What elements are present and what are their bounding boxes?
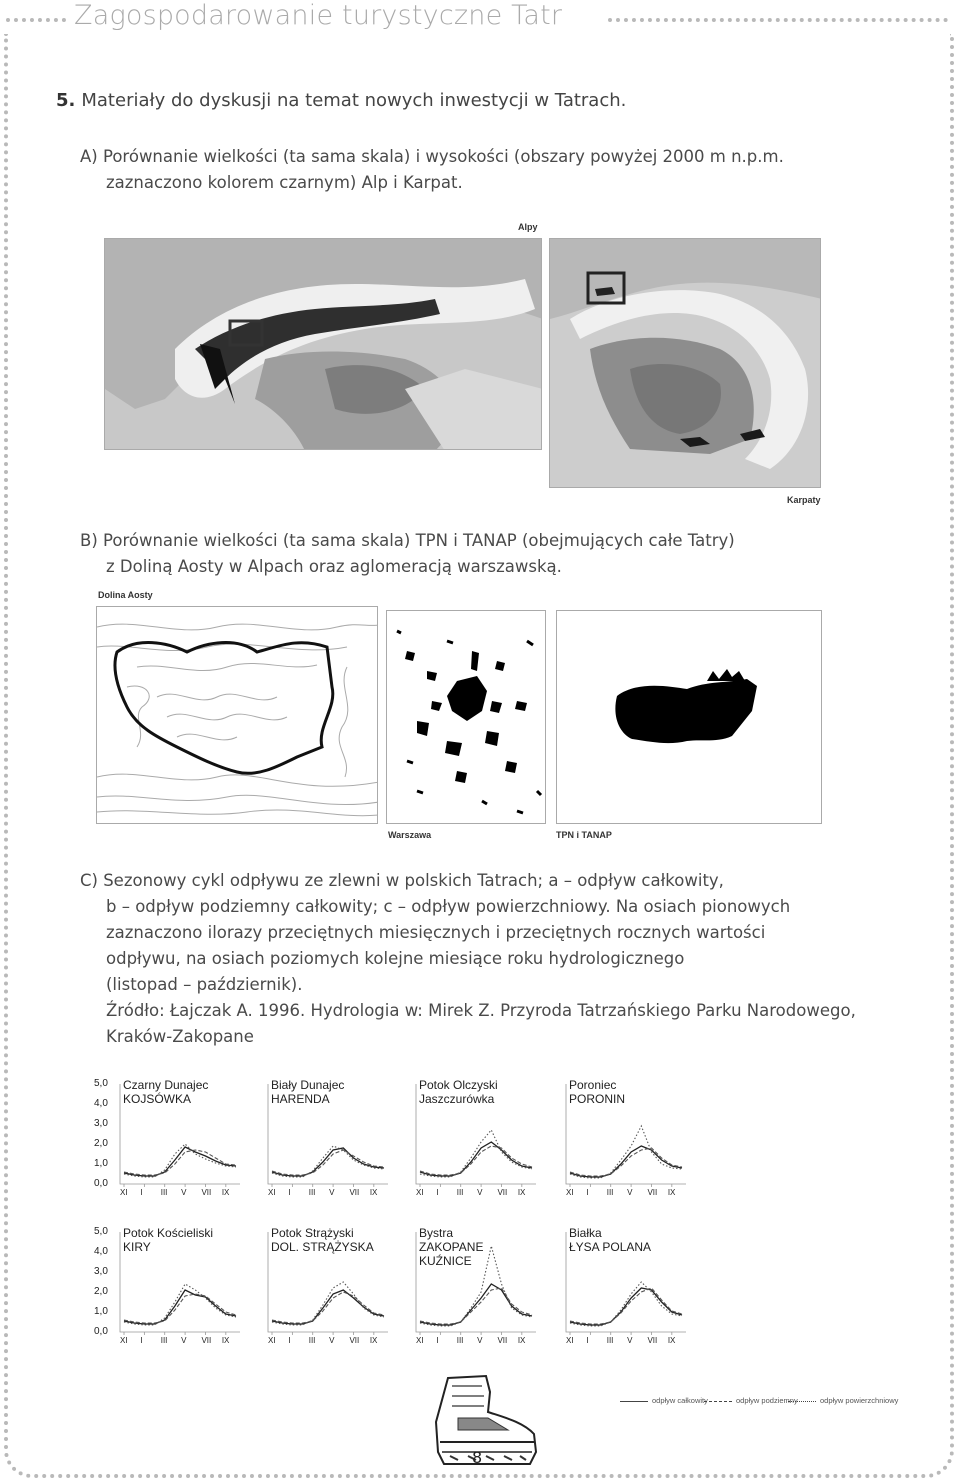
y-tick-label: 2,0 [94,1286,108,1297]
x-tick-label: IX [667,1188,676,1197]
series-line-surface [272,1282,384,1325]
x-tick-label: I [586,1188,589,1197]
series-line-underground [272,1150,384,1175]
legend-label-surface: odpływ powierzchniowy [820,1396,899,1405]
runoff-chart-panel [118,1076,246,1206]
chart-title-line: DOL. STRĄŻYSKA [271,1240,374,1254]
x-tick-label: V [477,1336,483,1345]
source-line-1: Źródło: Łajczak A. 1996. Hydrologia w: Mirek Z. Przyroda Tatrzańskiego Parku Narodowego, [106,1001,856,1020]
chart-title-line: Biały Dunajec [271,1078,345,1092]
x-tick-label: III [456,1336,464,1345]
x-tick-label: III [160,1336,168,1345]
chart-title-line: KOJSÓWKA [123,1092,192,1106]
x-tick-label: XI [566,1188,574,1197]
alps-relief-image [105,239,542,450]
chart-title-line: ŁYSA POLANA [569,1240,652,1254]
header-dotted-rule-left [6,18,66,22]
chart-title-line: KUŹNICE [419,1254,472,1268]
chart-panel-title [123,1226,213,1254]
chart-title-line: ZAKOPANE [419,1240,484,1254]
x-tick-label: V [329,1336,335,1345]
runoff-chart-panel [118,1224,246,1354]
aosta-valley-map [96,606,378,824]
x-tick-label: V [477,1188,483,1197]
x-tick-label: XI [268,1188,276,1197]
x-tick-label: III [606,1336,614,1345]
x-tick-label: VII [201,1188,212,1197]
source-line-2: Kraków-Zakopane [106,1027,254,1046]
x-tick-label: VII [497,1188,508,1197]
runoff-chart-panel [266,1224,394,1354]
y-tick-label: 1,0 [94,1158,108,1169]
tpn-tanap-map [556,610,822,824]
part-a-line-1: A) Porównanie wielkości (ta sama skala) i wysokości (obszary powyżej 2000 m n.p.m. [80,147,784,166]
chart-title-line: Białka [569,1226,602,1240]
chart-panel-title [419,1078,498,1106]
y-tick-label: 3,0 [94,1266,108,1277]
y-tick-label: 2,0 [94,1138,108,1149]
x-tick-label: I [586,1336,589,1345]
x-tick-label: III [606,1188,614,1197]
x-tick-label: I [436,1336,439,1345]
page-number: 8 [472,1448,483,1467]
x-tick-label: IX [221,1188,230,1197]
y-tick-label: 0,0 [94,1326,108,1337]
series-line-surface [570,1126,682,1178]
aosta-contour-image [97,607,378,824]
chart-panel-title [569,1078,625,1106]
chart-panel-title [569,1226,651,1254]
x-tick-label: III [456,1188,464,1197]
series-line-total [420,1142,532,1176]
part-c-line-2: b – odpływ podziemny całkowity; c – odpływ powierzchniowy. Na osiach pionowych [106,897,791,916]
label-carpathians: Karpaty [787,495,821,505]
y-tick-label: 0,0 [94,1178,108,1189]
x-tick-label: V [181,1188,187,1197]
x-tick-label: III [308,1188,316,1197]
part-c-line-5: (listopad – październik). [106,975,303,994]
carpathians-relief-image [550,239,821,488]
part-c-line-1: C) Sezonowy cykl odpływu ze zlewni w polskich Tatrach; a – odpływ całkowity, [80,871,724,890]
legend-label-underground: odpływ podziemny [736,1396,798,1405]
x-tick-label: XI [566,1336,574,1345]
legend-line-total [620,1401,648,1402]
y-tick-label: 5,0 [94,1078,108,1089]
chart-title-line: KIRY [123,1240,151,1254]
x-tick-label: III [160,1188,168,1197]
chart-title-line: PORONIN [569,1092,626,1106]
chart-panel-title [271,1226,374,1254]
chart-title-line: Bystra [419,1226,454,1240]
part-c-line-4: odpływu, na osiach poziomych kolejne miesiące roku hydrologicznego [106,949,685,968]
x-tick-label: XI [416,1188,424,1197]
series-line-surface [272,1146,384,1177]
legend-line-surface [788,1401,816,1402]
label-alps: Alpy [518,222,538,232]
x-tick-label: XI [120,1188,128,1197]
x-tick-label: I [140,1188,143,1197]
series-line-underground [420,1146,532,1175]
x-tick-label: XI [268,1336,276,1345]
x-tick-label: VII [647,1188,658,1197]
x-tick-label: VII [497,1336,508,1345]
x-tick-label: I [288,1188,291,1197]
label-warsaw: Warszawa [388,830,432,840]
section-title: Materiały do dyskusji na temat nowych inwestycji w Tatrach. [81,90,627,111]
chart-title-line: Jaszczurówka [419,1092,495,1106]
section-number: 5. [56,90,76,111]
series-line-total [272,1290,384,1324]
runoff-chart-panel [414,1224,542,1354]
runoff-chart-panel [564,1076,692,1206]
page-header-title: Zagospodarowanie turystyczne Tatr [74,0,563,31]
chart-title-line: HARENDA [271,1092,330,1106]
part-c-line-3: zaznaczono ilorazy przeciętnych miesięcznych i przeciętnych rocznych wartości [106,923,766,942]
tatra-park-area-image [557,611,822,824]
series-line-underground [420,1288,532,1324]
chart-panel-title [271,1078,344,1106]
carpathians-map [549,238,821,488]
series-line-surface [420,1130,532,1177]
y-tick-label: 5,0 [94,1226,108,1237]
y-tick-label: 4,0 [94,1098,108,1109]
chart-panel-title [419,1226,483,1268]
x-tick-label: VII [349,1336,360,1345]
part-a-line-2: zaznaczono kolorem czarnym) Alp i Karpat. [106,173,463,192]
x-tick-label: V [329,1188,335,1197]
x-tick-label: XI [120,1336,128,1345]
x-tick-label: VII [647,1336,658,1345]
x-tick-label: I [140,1336,143,1345]
x-tick-label: IX [667,1336,676,1345]
y-tick-label: 1,0 [94,1306,108,1317]
runoff-chart-panel [266,1076,394,1206]
part-b-line-2: z Doliną Aosty w Alpach oraz aglomeracją warszawską. [106,557,562,576]
chart-title-line: Potok Kościeliski [123,1226,214,1240]
series-line-surface [124,1284,236,1325]
x-tick-label: IX [369,1336,378,1345]
chart-title-line: Czarny Dunajec [123,1078,209,1092]
x-tick-label: V [627,1188,633,1197]
warsaw-urban-area-image [387,611,546,824]
header-dotted-rule-right [608,18,948,22]
x-tick-label: III [308,1336,316,1345]
hiking-boot-icon [428,1372,540,1472]
part-b-line-1: B) Porównanie wielkości (ta sama skala) TPN i TANAP (obejmujących całe Tatry) [80,531,735,550]
series-line-total [124,1147,236,1176]
legend-label-total: odpływ całkowity [652,1396,708,1405]
label-aosta-valley: Dolina Aosty [98,590,153,600]
x-tick-label: VII [349,1188,360,1197]
runoff-chart-panel [414,1076,542,1206]
y-tick-label: 4,0 [94,1246,108,1257]
x-tick-label: V [181,1336,187,1345]
series-line-total [420,1284,532,1325]
x-tick-label: IX [369,1188,378,1197]
section-heading [56,90,626,111]
x-tick-label: VII [201,1336,212,1345]
chart-title-line: Potok Olczyski [419,1078,498,1092]
chart-title-line: Potok Strążyski [271,1226,354,1240]
x-tick-label: IX [221,1336,230,1345]
x-tick-label: I [288,1336,291,1345]
x-tick-label: IX [517,1336,526,1345]
x-tick-label: V [627,1336,633,1345]
chart-panel-title [123,1078,208,1106]
y-tick-label: 3,0 [94,1118,108,1129]
warsaw-map [386,610,546,824]
x-tick-label: IX [517,1188,526,1197]
x-tick-label: XI [416,1336,424,1345]
alps-map [104,238,542,450]
chart-legend [620,1396,920,1410]
x-tick-label: I [436,1188,439,1197]
series-line-surface [124,1144,236,1177]
chart-title-line: Poroniec [569,1078,617,1092]
runoff-chart-panel [564,1224,692,1354]
label-tpn-tanap: TPN i TANAP [556,830,612,840]
legend-line-underground [704,1401,732,1402]
